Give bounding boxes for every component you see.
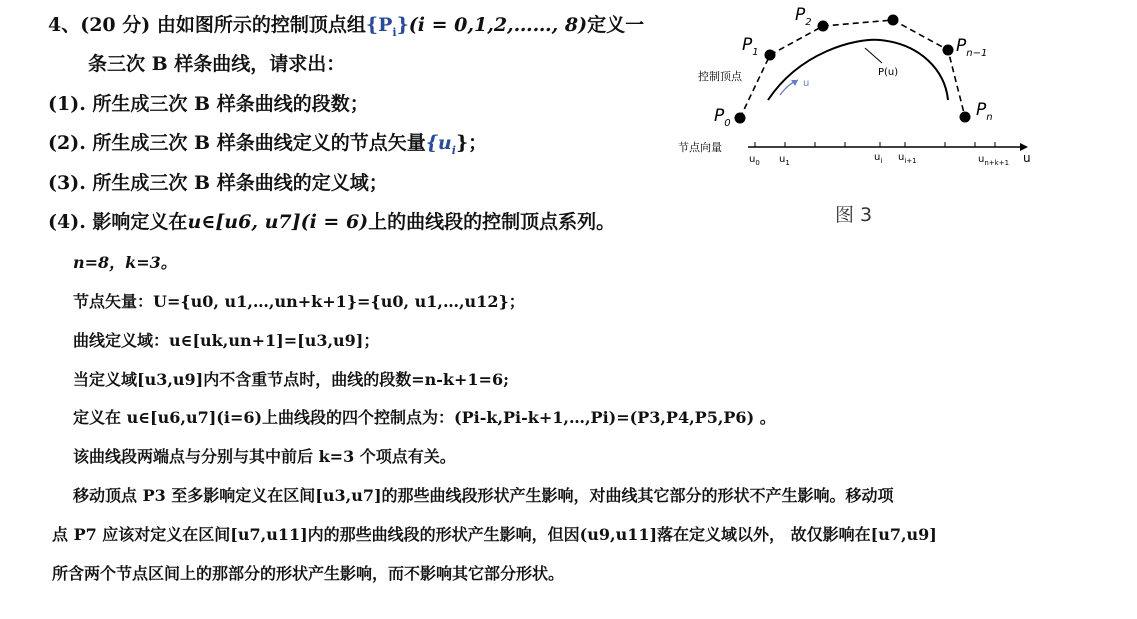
control-polygon bbox=[740, 20, 965, 118]
figure-caption: 图 3 bbox=[835, 204, 873, 226]
question-text-end: 定义一 bbox=[587, 14, 645, 36]
label-curve: P(u) bbox=[878, 67, 899, 78]
control-point-pn1 bbox=[943, 45, 954, 56]
label-pn1: $P_{n-1}$ bbox=[956, 36, 988, 59]
answer-line-7: 移动顶点 P3 至多影响定义在区间[u3,u7]的那些曲线段形状产生影响，对曲线其它部分的形状不产生影响。移动项 bbox=[73, 486, 894, 505]
tick-label-ui1: $u_{i+1}$ bbox=[898, 152, 917, 165]
tick-label-un: $u_{n+k+1}$ bbox=[978, 154, 1010, 167]
answer-line-1: n=8，k=3。 bbox=[73, 253, 177, 272]
question-text: 4、(20 分) 由如图所示的控制顶点组 bbox=[48, 14, 366, 36]
answer-line-9: 所含两个节点区间上的那部分的形状产生影响，而不影响其它部分形状。 bbox=[52, 564, 565, 583]
item-2-end: }； bbox=[455, 132, 488, 154]
answer-line-2: 节点矢量：U={u0, u1,…,un+k+1}={u0, u1,…,u12}； bbox=[73, 292, 525, 311]
label-pn: $P_n$ bbox=[976, 100, 993, 123]
answer-line-6: 该曲线段两端点与分别与其中前后 k=3 个项点有关。 bbox=[73, 447, 456, 466]
item-4-end: 上的曲线段的控制顶点系列。 bbox=[368, 211, 616, 233]
question-item-1: (1). 所生成三次 B 样条曲线的段数； bbox=[48, 93, 369, 115]
question-item-4 bbox=[48, 207, 615, 234]
tick-label-u1: $u_1$ bbox=[779, 154, 790, 167]
question-line-2: 条三次 B 样条曲线，请求出： bbox=[88, 53, 346, 75]
index-range: (i = 0,1,2,……, 8) bbox=[408, 14, 588, 36]
question-item-3: (3). 所生成三次 B 样条曲线的定义域； bbox=[48, 172, 388, 194]
answer-line-3: 曲线定义域：u∈[uk,un+1]=[u3,u9]； bbox=[73, 331, 380, 350]
tick-label-ui: $u_i$ bbox=[874, 152, 883, 165]
curve-pointer bbox=[865, 48, 882, 63]
item-4-text: (4). 影响定义在 bbox=[48, 211, 188, 233]
question-item-2 bbox=[48, 128, 487, 157]
answer-line-8: 点 P7 应该对定义在区间[u7,u11]内的那些曲线段的形状产生影响，但因(u9,u11]落在定义域以外， 故仅影响在[u7,u9] bbox=[52, 525, 937, 544]
control-point-p1 bbox=[765, 50, 776, 61]
tick-label-u0: $u_0$ bbox=[749, 154, 760, 167]
knot-set: {$u_i$ bbox=[425, 132, 456, 157]
control-point-pn bbox=[960, 112, 971, 123]
label-knot-vector: 节点向量 bbox=[678, 141, 722, 154]
answer-line-5: 定义在 u∈[u6,u7](i=6)上曲线段的四个控制点为：(Pi-k,Pi-k+1,…,Pi)=(P3,P4,P5,P6) 。 bbox=[73, 408, 776, 427]
label-axis-u: u bbox=[1023, 151, 1031, 165]
item-4-interval: u∈[u6, u7](i = 6) bbox=[187, 211, 369, 233]
control-point-p3 bbox=[888, 15, 899, 26]
label-p1: $P_1$ bbox=[742, 35, 759, 58]
bspline-curve bbox=[768, 40, 948, 100]
label-control-points: 控制顶点 bbox=[698, 70, 742, 83]
question-line-1 bbox=[48, 10, 644, 39]
label-p2: $P_2$ bbox=[795, 5, 812, 28]
answer-line-4: 当定义域[u3,u9]内不含重节点时，曲线的段数=n-k+1=6; bbox=[73, 370, 509, 389]
label-p0: $P_0$ bbox=[714, 106, 731, 129]
control-point-set: $\{P_i\}$ bbox=[365, 14, 409, 39]
item-2-text: (2). 所生成三次 B 样条曲线定义的节点矢量 bbox=[48, 132, 426, 154]
bspline-figure bbox=[660, 0, 1060, 200]
control-point-p0 bbox=[735, 113, 746, 124]
control-point-p2 bbox=[818, 21, 829, 32]
axis-arrow-icon bbox=[1020, 143, 1028, 151]
label-direction: u bbox=[803, 78, 810, 89]
